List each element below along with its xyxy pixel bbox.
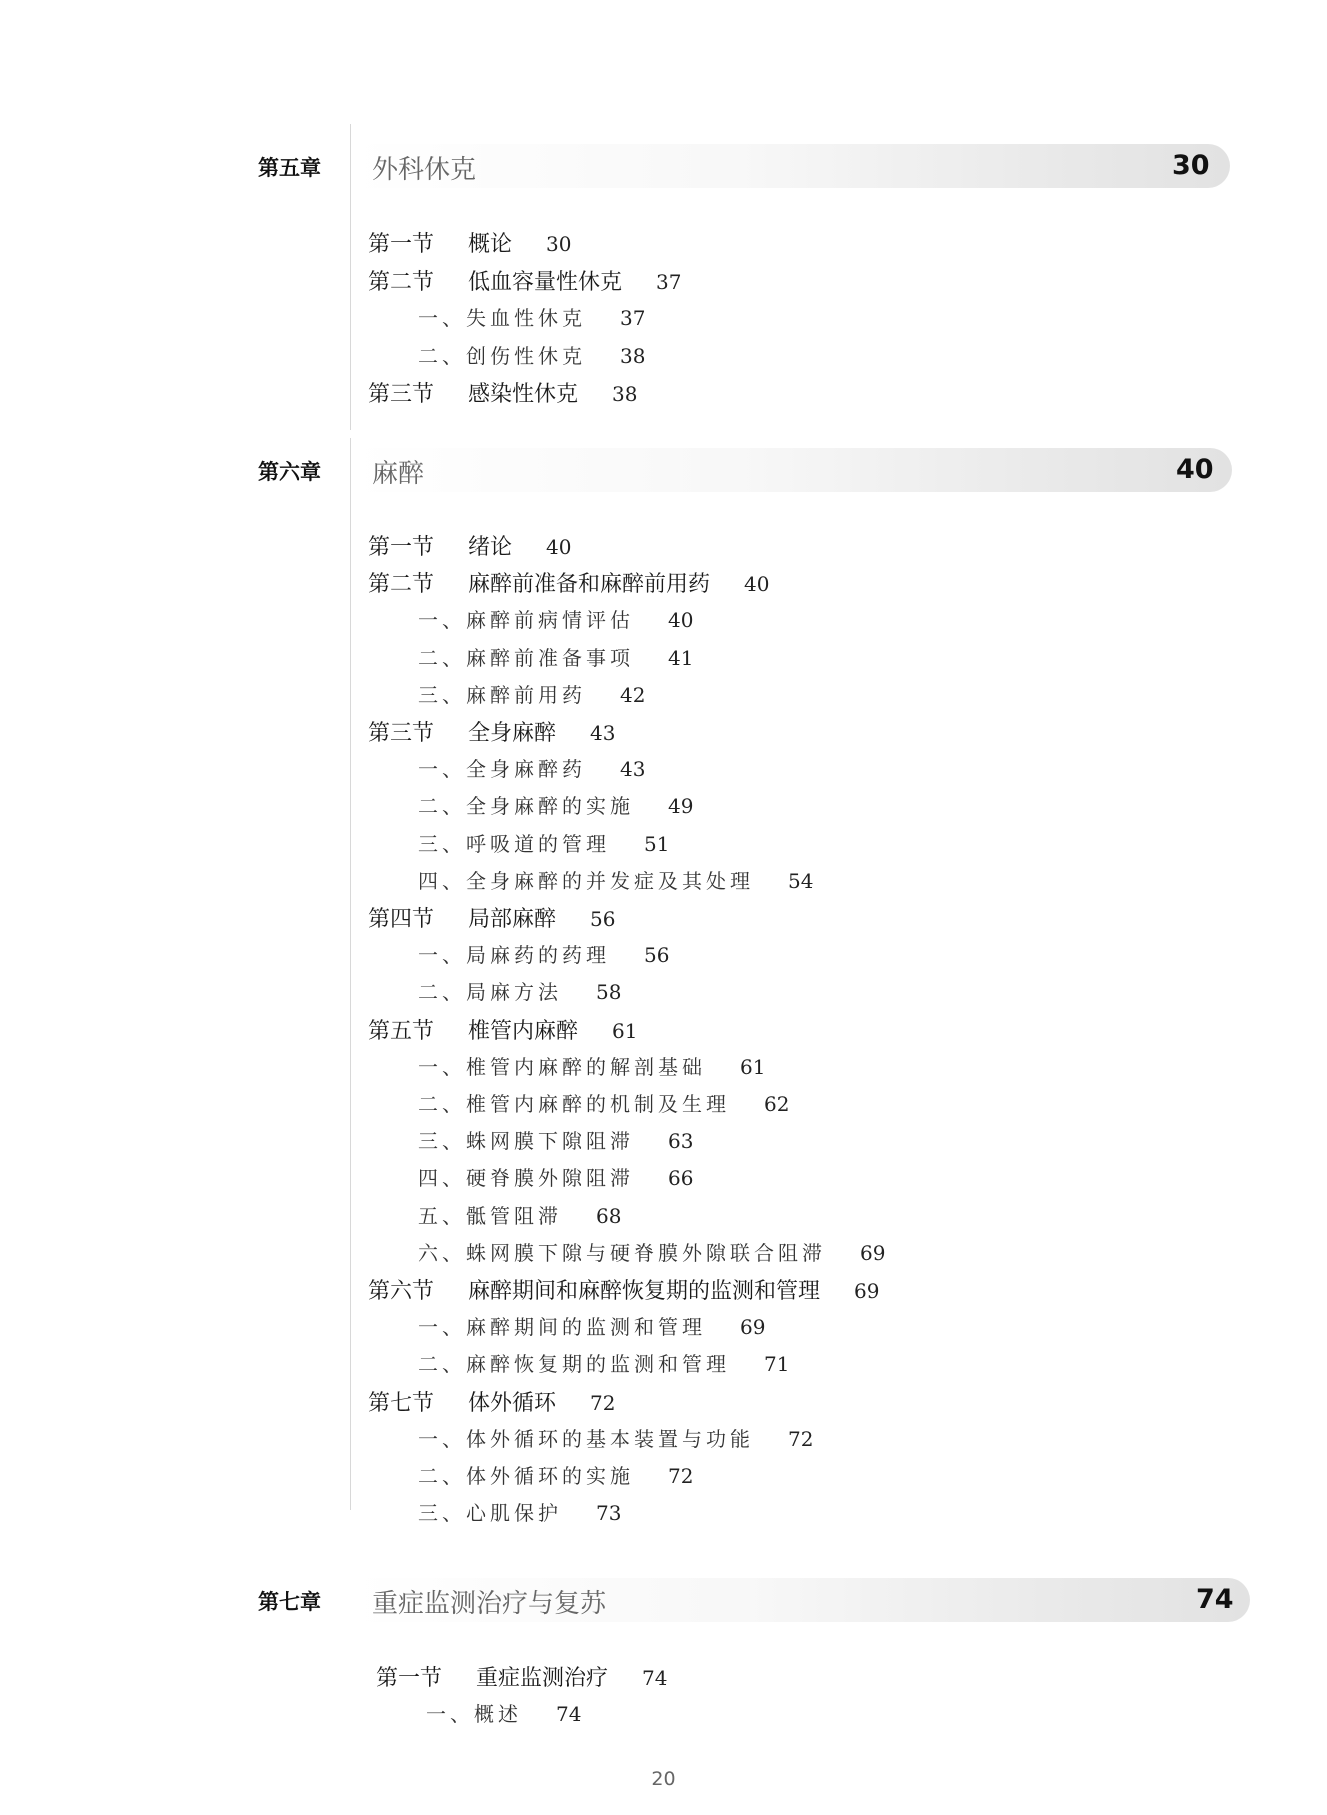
entry-title: 二、椎管内麻醉的机制及生理	[418, 1092, 730, 1116]
entry-title: 三、呼吸道的管理	[418, 831, 610, 856]
entry-title: 四、硬脊膜外隙阻滞	[418, 1166, 634, 1191]
chapter-title-band	[352, 144, 1230, 188]
entry-title: 二、麻醉前准备事项	[418, 645, 634, 670]
entry-page: 71	[764, 1352, 790, 1377]
chapter-page: 40	[1176, 454, 1214, 485]
entry-title: 二、体外循环的实施	[418, 1464, 634, 1488]
entry-page: 69	[860, 1240, 886, 1265]
entry-title: 二、麻醉恢复期的监测和管理	[418, 1352, 730, 1377]
section-entry	[368, 1386, 615, 1416]
entry-title: 重症监测治疗	[476, 1666, 609, 1691]
entry-page: 68	[596, 1203, 622, 1228]
entry-title: 一、概述	[426, 1702, 522, 1726]
page-number: 20	[651, 1768, 676, 1790]
entry-title: 三、麻醉前用药	[418, 682, 586, 707]
subsection-entry	[418, 1460, 693, 1490]
subsection-entry	[418, 1200, 621, 1230]
subsection-entry	[418, 865, 813, 895]
entry-title: 一、麻醉前病情评估	[418, 608, 634, 633]
section-entry	[368, 377, 637, 407]
chapter-number: 第六章	[258, 460, 321, 484]
entry-page: 54	[788, 868, 814, 893]
section-label: 第一节	[376, 1666, 443, 1691]
entry-page: 40	[546, 535, 572, 559]
entry-page: 37	[620, 306, 646, 330]
subsection-entry	[418, 1348, 789, 1378]
entry-title: 一、全身麻醉药	[418, 757, 586, 782]
entry-title: 感染性休克	[468, 382, 579, 407]
entry-page: 62	[764, 1092, 790, 1116]
entry-title: 全身麻醉	[468, 721, 557, 746]
entry-page: 42	[620, 682, 646, 707]
chapter-page: 30	[1172, 150, 1210, 181]
entry-page: 38	[612, 382, 638, 406]
entry-title: 二、局麻方法	[418, 980, 562, 1005]
section-label: 第七节	[368, 1390, 435, 1416]
entry-page: 56	[644, 943, 670, 968]
entry-title: 三、蛛网膜下隙阻滞	[418, 1129, 634, 1154]
entry-title: 概论	[468, 232, 513, 257]
entry-title: 二、创伤性休克	[418, 343, 586, 368]
entry-title: 麻醉期间和麻醉恢复期的监测和管理	[468, 1279, 821, 1304]
entry-title: 一、椎管内麻醉的解剖基础	[418, 1054, 706, 1079]
section-label: 第三节	[368, 382, 435, 407]
section-entry	[376, 1661, 667, 1691]
entry-page: 49	[668, 794, 694, 819]
section-label: 第三节	[368, 721, 435, 746]
entry-page: 66	[668, 1166, 694, 1191]
entry-title: 一、失血性休克	[418, 306, 586, 330]
entry-page: 72	[668, 1464, 694, 1488]
subsection-entry	[418, 1423, 813, 1453]
section-entry	[368, 227, 571, 257]
chapter-rule	[350, 124, 351, 430]
entry-page: 40	[744, 572, 770, 597]
entry-title: 一、麻醉期间的监测和管理	[418, 1315, 706, 1340]
entry-page: 63	[668, 1129, 694, 1154]
entry-page: 43	[620, 757, 646, 782]
section-entry	[368, 902, 615, 932]
chapter-rule	[350, 438, 351, 1510]
section-label: 第一节	[368, 535, 435, 560]
section-entry	[368, 1274, 879, 1304]
entry-title: 五、骶管阻滞	[418, 1203, 562, 1228]
entry-title: 一、体外循环的基本装置与功能	[418, 1426, 754, 1451]
chapter-title: 重症监测治疗与复苏	[372, 1589, 607, 1619]
entry-title: 一、局麻药的药理	[418, 943, 610, 968]
entry-page: 72	[788, 1426, 814, 1451]
chapter-number: 第七章	[258, 1590, 321, 1614]
entry-page: 40	[668, 608, 694, 633]
section-entry	[368, 265, 681, 295]
chapter-title: 外科休克	[372, 155, 477, 185]
subsection-entry	[418, 1125, 693, 1155]
entry-page: 69	[854, 1279, 880, 1303]
subsection-entry	[426, 1698, 581, 1728]
subsection-entry	[418, 828, 669, 858]
entry-title: 六、蛛网膜下隙与硬脊膜外隙联合阻滞	[418, 1240, 826, 1265]
subsection-entry	[418, 976, 621, 1006]
subsection-entry	[418, 1237, 885, 1267]
subsection-entry	[418, 790, 693, 820]
subsection-entry	[418, 939, 669, 969]
section-entry	[368, 530, 571, 560]
entry-page: 41	[668, 645, 694, 670]
chapter-title-band	[352, 448, 1232, 492]
entry-title: 二、全身麻醉的实施	[418, 794, 634, 819]
entry-page: 37	[656, 269, 682, 294]
subsection-entry	[418, 302, 645, 332]
subsection-entry	[418, 753, 645, 783]
section-entry	[368, 567, 769, 597]
entry-title: 局部麻醉	[468, 907, 557, 932]
entry-title: 四、全身麻醉的并发症及其处理	[418, 868, 754, 893]
entry-page: 73	[596, 1501, 622, 1526]
section-label: 第二节	[368, 572, 435, 598]
subsection-entry	[418, 1497, 621, 1527]
entry-title: 绪论	[468, 535, 513, 560]
entry-page: 51	[644, 831, 670, 856]
section-label: 第四节	[368, 907, 435, 932]
subsection-entry	[418, 642, 693, 672]
entry-title: 三、心肌保护	[418, 1501, 562, 1526]
subsection-entry	[418, 340, 645, 370]
chapter-title: 麻醉	[372, 459, 425, 489]
subsection-entry	[418, 604, 693, 634]
entry-page: 72	[590, 1390, 616, 1415]
section-entry	[368, 716, 615, 746]
entry-page: 58	[596, 980, 622, 1005]
entry-title: 低血容量性休克	[468, 269, 623, 295]
subsection-entry	[418, 679, 645, 709]
entry-page: 43	[590, 721, 616, 745]
section-label: 第一节	[368, 232, 435, 257]
section-label: 第五节	[368, 1018, 435, 1044]
subsection-entry	[418, 1088, 789, 1118]
entry-page: 56	[590, 907, 616, 931]
entry-page: 74	[556, 1702, 582, 1726]
section-label: 第六节	[368, 1279, 435, 1304]
subsection-entry	[418, 1311, 765, 1341]
chapter-number: 第五章	[258, 156, 321, 180]
entry-title: 椎管内麻醉	[468, 1018, 579, 1044]
entry-title: 体外循环	[468, 1390, 557, 1416]
section-label: 第二节	[368, 269, 435, 295]
entry-page: 74	[642, 1666, 668, 1690]
entry-page: 61	[740, 1054, 766, 1079]
entry-page: 61	[612, 1018, 638, 1043]
entry-title: 麻醉前准备和麻醉前用药	[468, 572, 711, 598]
entry-page: 38	[620, 343, 646, 368]
section-entry	[368, 1014, 637, 1044]
entry-page: 30	[546, 232, 572, 256]
subsection-entry	[418, 1162, 693, 1192]
subsection-entry	[418, 1051, 765, 1081]
entry-page: 69	[740, 1315, 766, 1340]
chapter-page: 74	[1196, 1584, 1234, 1615]
